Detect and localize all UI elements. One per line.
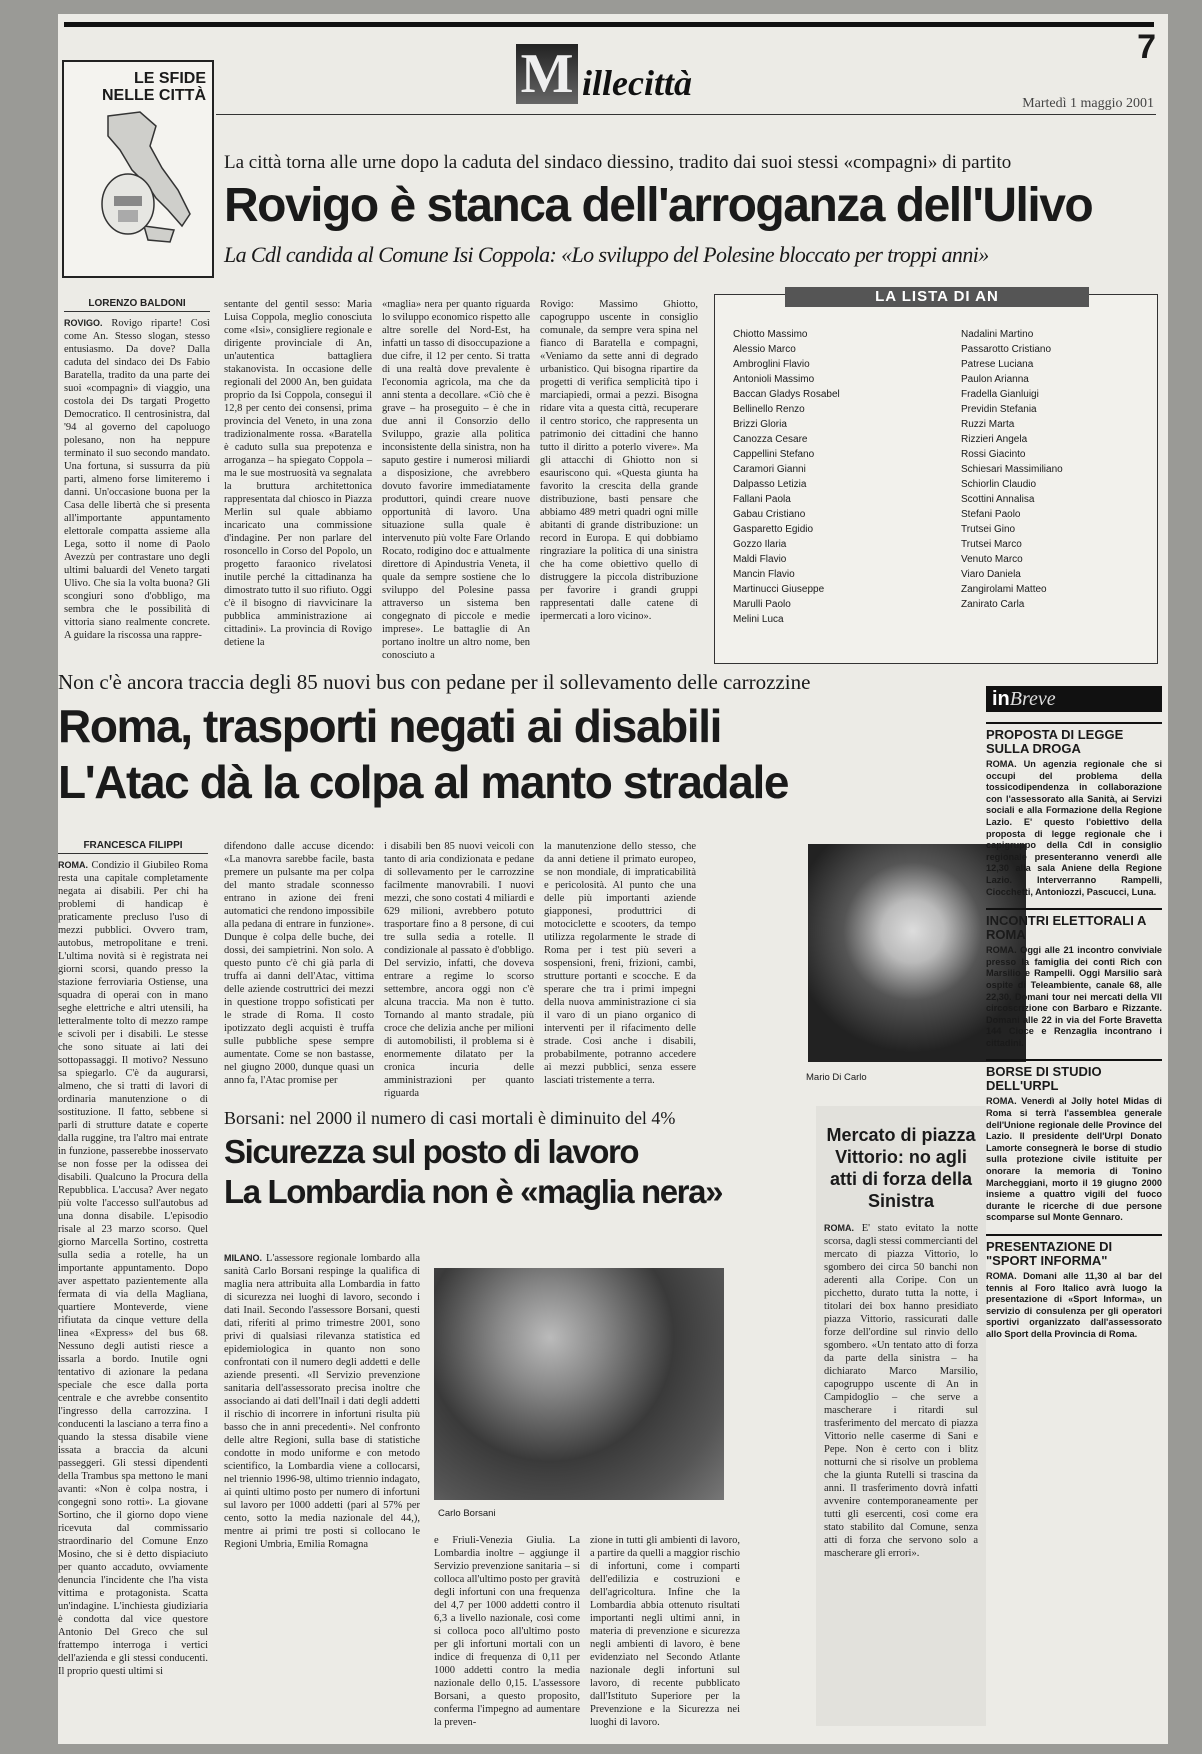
breve-item: BORSE DI STUDIO DELL'URPL ROMA. Venerdì al Jolly hotel Midas di Roma si terrà l'assemblea generale dell'Unione regionale delle Province del Lazio. Il presidente dell'Urpl Donato Lamorte consegnerà le borse di studio sulla protezione civile istituite per onorare la memoria di Tonino Marcheggiani, morto il 19 giugno 2000 insieme a quattro vigili del fuoco durante le ricerche di due persone scomparse sul Monte Gennaro. bbox=[986, 1059, 1162, 1224]
article3-kicker: Borsani: nel 2000 il numero di casi mortali è diminuito del 4% bbox=[224, 1108, 676, 1128]
section-name: illecittà bbox=[582, 63, 692, 103]
newspaper-page bbox=[58, 14, 1168, 1744]
article3-column-3: zione in tutti gli ambienti di lavoro, a partire da quelli a maggior rischio di infortuni, come i comparti dell'edilizia e costruzioni e dell'agricoltura. Infine che la Lombardia abbia ottenuto risultati importanti negli ultimi anni, in materia di prevenzione e sicurezza negli ambienti di lavoro, è bene evidenziato nel Secondo Atlante nazionale degli infortuni sul lavoro, di recente pubblicato dall'Istituto Superiore per la Prevenzione e la Sicurezza nei luoghi di lavoro. bbox=[590, 1535, 740, 1728]
article1-dateline: ROVIGO. bbox=[64, 318, 103, 328]
article2-column-4: la manutenzione dello stesso, che da anni detiene il primato europeo, se non mondiale, di impraticabilità e pericolosità. Al punto che una delle più importanti aziende giapponesi, produttrici di motociclette e scooters, da tempo utilizza regolarmente le strade di Roma per i test più severi a sospensioni, freni, frizioni, cambi, strutture portanti e scocche. E da sperare che tra i primi impegni della nuova amministrazione ci sia il varo di un piano organico di interventi per il rifacimento delle strade. Così anche i disabili, probabilmente, potranno accedere ai mezzi pubblici, senza essere lasciati tristemente a terra. bbox=[544, 841, 696, 1086]
article2-byline: FRANCESCA FILIPPI bbox=[58, 840, 208, 854]
article3-column-2: e Friuli-Venezia Giulia. La Lombardia inoltre – aggiunge il Servizio prevenzione sanitaria – si colloca all'ultimo posto per gravità degli infortuni con una frequenza del 4,7 per 1000 addetti contro il 6,3 a livello nazionale, così come si colloca poco all'ultimo posto per gli infortuni mortali con un indice di frequenza di 0,11 per 1000 addetti contro la media nazionale dello 0,15. L'assessore Borsani, a questo proposito, conferma l'impegno ad aumentare la preven- bbox=[434, 1535, 580, 1728]
in-breve-column bbox=[986, 686, 1162, 1744]
article2-column-2: difendono dalle accuse dicendo: «La manovra sarebbe facile, basta premere un pulsante ma per colpa del manto stradale sconnesso entrano in azione dei freni automatici che rendono impossibile alla pedana di entrare in funzione». Dunque è colpa delle buche, dei dossi, dei sampietrini. Non solo. A questo punto c'è chi già parla di truffa ai danni dell'Atac, vittima delle aziende costruttrici dei mezzi in questione troppo sofisticati per le strade di Roma. Il costo ipotizzato degli acquisti è truffa sulle pubbliche spese sempre aumentate. Come se non bastasse, nel giugno 2000, dunque quasi un anno fa, l'Atac promise per bbox=[224, 841, 374, 1086]
photo-caption-borsani: Carlo Borsani bbox=[438, 1508, 496, 1519]
issue-date: Martedì 1 maggio 2001 bbox=[1022, 96, 1154, 111]
article1-column-2: sentante del gentil sesso: Maria Luisa Coppola, meglio conosciuta come «Isi», consigliere regionale e dirigente provinciale di An, un'autentica battagliera stakanovista. In occasione delle regionali del 2000 An, ben guidata proprio da Isi Coppola, conseguì il 12,8 per cento dei consensi, prima provincia del Veneto, in una zona tradizionalmente rossa. «Baratella è caduto sulla sua prepotenza e arroganza – ha spiegato Coppola – ma le sue mostruosità va segnalata la bruttura architettonica rappresentata dal chiosco in Piazza Merlin sul quale abbiamo incaricato una commissione d'indagine. Per non parlare del rosoncello in Corso del Popolo, un progetto faraonico rivelatosi inutile perché la cittadinanza ha dimostrato tutto il suo rifiuto. Oggi c'è il bisogno di riavvicinare la pubblica amministrazione ai cittadini». La provincia di Rovigo detiene la bbox=[224, 299, 372, 648]
page-number: 7 bbox=[1137, 28, 1156, 66]
breve-item: PRESENTAZIONE DI "SPORT INFORMA" ROMA. Domani alle 11,30 al bar del tennis al Foro Italico avrà luogo la presentazione di «Sport Informa», un servizio di consulenza per gli operatori sportivi organizzato dall'assessorato allo Sport della Provincia di Roma. bbox=[986, 1234, 1162, 1341]
section-title bbox=[516, 44, 776, 106]
sfide-logo-box bbox=[62, 60, 214, 278]
article1-subhead: La Cdl candida al Comune Isi Coppola: «Lo sviluppo del Polesine bloccato per troppi anni» bbox=[224, 242, 989, 267]
article1-column-3: «maglia» nera per quanto riguarda lo sviluppo economico rispetto alle altre sorelle del Nord-Est, ha infatti un tasso di disoccupazione a due cifre, il 12 per cento. Si tratta di una realtà dove prevalente è l'economia agricola, ma che da anni stenta a decollare. «Ciò che è grave – ha proseguito – è che in due anni il Consorzio dello Sviluppo, grazie alla politica inconsistente della sinistra, non ha saputo gestire i numerosi miliardi a disposizione, che avrebbero dovuto favorire immediatamente produttori, quindi creare nuove opportunità di lavoro. Una situazione sulla quale è intervenuto più volte Fare Orlando Rocato, rodigino doc e attualmente direttore di Apindustria Veneta, il quale da sempre sostiene che lo sviluppo del Polesine passa attraverso un sistema ben congegnato di piccole e medie imprese». Le battaglie di An portano inoltre un altro nome, ben conosciuto a bbox=[382, 299, 530, 661]
article2-column-1: FRANCESCA FILIPPI ROMA. Condizio il Giubileo Roma resta una capitale completamente negata ai disabili. Per chi ha problemi di handicap è praticamente precluso l'uso di mezzi pubblici. Ovvero tram, autobus, metropolitane e treni. L'ultima novità si è registrata nei giorni scorsi, quando presso la stazione ferroviaria Ostiense, una squadra di operai con in mano seghe elettriche e altri utensili, ha letteralmente tolto di mezzo rampe e scivoli per i disabili. Le stesse che sono situate ai lati dei sottopassaggi. Il motivo? Nessuno sa spiegarlo. C'è da augurarsi, almeno, che si tratti di lavori di ordinaria manutenzione o di sostituzione. Il fatto, sebbene si parli di strutture datate e coperte dalla ruggine, tra l'altro mai entrate in funzione, passerebbe inosservato se non fosse per la odissea dei disabili. Qualcuno la Procura della Repubblica. L'accusa? Aver negato più volte l'accesso sull'autobus ad una donna disabile. L'episodio risale al 23 marzo scorso. Quel giorno Marcella Sortino, costretta sulla sedia a rotelle, ha un importante appuntamento. Dopo aver aspettato pazientemente alla fermata di via della Magliana, quartiere Monteverde, viene rifiutata da cinque vetture della linea «Express» del bus 68. Nessuno degli autisti riesce a issarla a bordo. Inutile ogni tentativo di azionare la pedana speciale che esce dalla porta centrale e che avrebbe consentito l'ingresso della carrozzina. I conducenti la lasciano a terra fino a quando la stessa disabile viene issata a braccia da alcuni passeggeri. Gli stessi dipendenti della Trambus spa mettono le mani avanti: «Non è colpa nostra, i congegni sono rotti». La giovane Sortino, che il giorno dopo viene ricevuta dal commissario straordinario del Comune Enzo Mosino, che si è detto dispiaciuto per quanto accaduto, ovviamente denuncia l'incidente che l'ha vista vittima e protagonista. Scatta un'indagine. L'inchiesta giudiziaria è condotta dal vice questore Antonio Del Greco che sul frattempo interroga i vertici dell'azienda e gli stessi conducenti. Il proprio questi ultimi si bbox=[58, 840, 208, 1677]
italy-map-icon bbox=[78, 106, 202, 266]
breve-item: PROPOSTA DI LEGGE SULLA DROGA ROMA. Un agenzia regionale che si occupi del problema della tossicodipendenza in collaborazione con l'assessorato alla Sanità, ai Servizi sociali e alla Formazione della Regione Lazio. E' questo l'obiettivo della proposta di legge regionale che i capigruppo della Cdl in consiglio regionale presenteranno venerdì alle 12,30 alla sala Aniene della Regione Lazio. Interverranno Rampelli, Ciocchetti, Antoniozzi, Pascucci, Luna. bbox=[986, 722, 1162, 898]
lista-an-box bbox=[714, 288, 1158, 664]
article2-column-3: i disabili ben 85 nuovi veicoli con tanto di aria condizionata e pedane di sollevamento per le carrozzine facilmente manovrabili. I nuovi mezzi, che sono costati 4 miliardi e 629 milioni, avrebbero potuto trasportare fino a 8 persone, di cui tre sulla sedia a rotelle. Il condizionale al passato è d'obbligo. Del servizio, infatti, che doveva entrare a regime lo scorso settembre, ancora oggi non c'è alcuna traccia. Ma non è tutto. Tornando al manto stradale, più croce che delizia anche per milioni di automobilisti, il problema si è enormemente dilatato per la cronica incuria delle amministrazioni per quanto riguarda bbox=[384, 841, 534, 1099]
mercato-headline: Mercato di piazza Vittorio: no agli atti di forza della Sinistra bbox=[826, 1125, 976, 1211]
article1-byline: LORENZO BALDONI bbox=[64, 298, 210, 312]
top-rule bbox=[64, 22, 1154, 27]
sfide-title: LE SFIDE NELLE CITTÀ bbox=[102, 70, 206, 104]
article1-headline: Rovigo è stanca dell'arroganza dell'Ulivo bbox=[224, 179, 1093, 232]
article2-kicker: Non c'è ancora traccia degli 85 nuovi bus con pedane per il sollevamento delle carrozzine bbox=[58, 670, 811, 694]
photo-carlo-borsani bbox=[434, 1268, 724, 1500]
date-rule bbox=[216, 114, 1156, 115]
lista-column-1: Chiotto Massimo Alessio Marco Ambroglini Flavio Antonioli Massimo Baccan Gladys Rosabel Bellinello Renzo Brizzi Gloria Canozza Cesare Cappellini Stefano Caramori Gianni Dalpasso Letizia Fallani Paola Gabau Cristiano Gasparetto Egidio Gozzo Ilaria Maldi Flavio Mancin Flavio Martinucci Giuseppe Marulli Paolo Melini Luca bbox=[733, 329, 840, 625]
section-initial: M bbox=[516, 44, 578, 104]
breve-item: INCONTRI ELETTORALI A ROMA ROMA. Oggi alle 21 incontro conviviale presso la famiglia dei conti Rich con Marsilio e Rampelli. Oggi Marsilio sarà ospite di Teleambiente, canale 68, alle 22,30. Domani tour nei mercati della VII circoscrizione con Barbaro e Rizzante. Domani alle 22 in via del Forte Bravetta 144 Cioce e Renzaglia incontrano i cittadini. bbox=[986, 908, 1162, 1049]
mercato-box bbox=[816, 1106, 986, 1726]
in-breve-header: inBreve bbox=[986, 686, 1162, 712]
article1-kicker: La città torna alle urne dopo la caduta del sindaco diessino, tradito dai suoi stessi «compagni» di partito bbox=[224, 152, 1012, 173]
mercato-text: ROMA. E' stato evitato la notte scorsa, dagli stessi commercianti del mercato di piazza Vittorio, lo sgombero dei circa 50 banchi non aderenti alla Coripe. Con un picchetto, durato tutta la notte, i titolari dei box hanno presidiato piazza Vittorio, rassicurati dalle forze dell'ordine sul rinvio dello sgombero. «Un tentato atto di forza da parte della sinistra – ha dichiarato Marco Marsilio, capogruppo uscente di An in Campidoglio – che serve a mascherare i ritardi sul trasferimento del mercato di piazza Vittorio nelle caserme di Sani e Pepe. Non è certo con i blitz notturni che si risolve un problema che la giunta Rutelli si trascina da anni. Il trasferimento dovrà infatti avvenire contemporaneamente per tutti gli esercenti, così come era stato stabilito dal Comune, senza atti di forza che servono solo a mascherare gli errori». bbox=[824, 1223, 978, 1559]
lista-column-2: Nadalini Martino Passarotto Cristiano Patrese Luciana Paulon Arianna Fradella Gianluigi Previdin Stefania Ruzzi Marta Rizzieri Angela Rossi Giacinto Schiesari Massimiliano Schiorlin Claudio Scottini Annalisa Stefani Paolo Trutsei Gino Trutsei Marco Venuto Marco Viaro Daniela Zangirolami Matteo Zanirato Carla bbox=[961, 329, 1063, 610]
lista-title: LA LISTA DI AN bbox=[785, 287, 1089, 307]
article1-column-1: LORENZO BALDONI ROVIGO. Rovigo riparte! Così come An. Stesso slogan, stesso entusiasmo. Da dove? Dalla caduta del sindaco dei Ds Fabio Baratella, tradito da una parte dei suoi «compagni» di viaggio, una costola dei Ds targati Progetto Democratico. Il centrosinistra, dal '94 al governo del capoluogo polesano, non ha neppure terminato il suo secondo mandato. Una fortuna, si sussurra da più parti, almeno forse limiteremo i danni. Un'occasione buona per la Casa delle libertà che si presenta all'importante appuntamento elettorale compatta assieme alla Lega, sotto il nome di Paolo Avezzù per contrastare uno degli ultimi baluardi del Veneto targati Ulivo. Che sia la volta buona? Gli scongiuri sono d'obbligo, ma sembra che le possibilità di vittoria siano realmente concrete. A guidare la riscossa una rappre- bbox=[64, 298, 211, 641]
article3-column-1: MILANO. L'assessore regionale lombardo alla sanità Carlo Borsani respinge la qualifica di maglia nera attribuita alla Lombardia in fatto di sicurezza nei luoghi di lavoro, secondo i dati Inail. Secondo l'assessore Borsani, questi dati, riferiti al primo trimestre 2001, sono privi di qualsiasi rilevanza statistica ed epidemiologica in quanto non sono confrontati con il numero degli addetti e delle aziende presenti. «Il Servizio prevenzione sanitaria dell'assessorato precisa inoltre che associando ai dati dell'Inail i dati degli addetti il rischio di incorrere in infortuni risulta più basso che in anni precedenti». Nel confronto delle altre Regioni, sulla base di statistiche condotte in modo uniforme e con metodo scientifico, la Lombardia viene a collocarsi, nel triennio 1996-98, ultimo triennio indagato, ai quinti ultimo posto per numero di infortuni sul lavoro per 1000 addetti (pari al 57% per cento, sotto la media nazionale del 44,), mentre ai primi tre posti si collocano le Regioni Umbria, Emilia Romagna bbox=[224, 1253, 421, 1550]
photo-caption-di-carlo: Mario Di Carlo bbox=[806, 1072, 867, 1083]
article1-column-4: Rovigo: Massimo Ghiotto, capogruppo uscente in consiglio comunale, da sempre vera spina nel fianco di Baratella e compagni, «Veniamo da sette anni di degrado urbanistico. Qui bisogna ripartire da progetti di verifica semplicità tipo i marciapiedi, ormai a pezzi. Bisogna ridare vita a questa città, recuperare il centro storico, che rappresenta un patrimonio dei cittadini che hanno tutto il diritto a poterlo vivere». Ma gli attacchi di Ghiotto non si esauriscono qui. «Questa giunta ha favorito la crescita della grande distribuzione, basti pensare che abbiamo 489 metri quadri ogni mille abitanti di grande distribuzione: un record in Europa. E qui dobbiamo ringraziare la politica di una sinistra che ha come obiettivo quello di distruggere la piccola distribuzione per favorire i grandi gruppi rappresentati dalle catene di ipermercati a loro vicino». bbox=[540, 299, 698, 622]
article3-headline: Sicurezza sul posto di lavoro La Lombardia non è «maglia nera» bbox=[224, 1133, 723, 1210]
article2-headline: Roma, trasporti negati ai disabili L'Atac dà la colpa al manto stradale bbox=[58, 700, 789, 808]
